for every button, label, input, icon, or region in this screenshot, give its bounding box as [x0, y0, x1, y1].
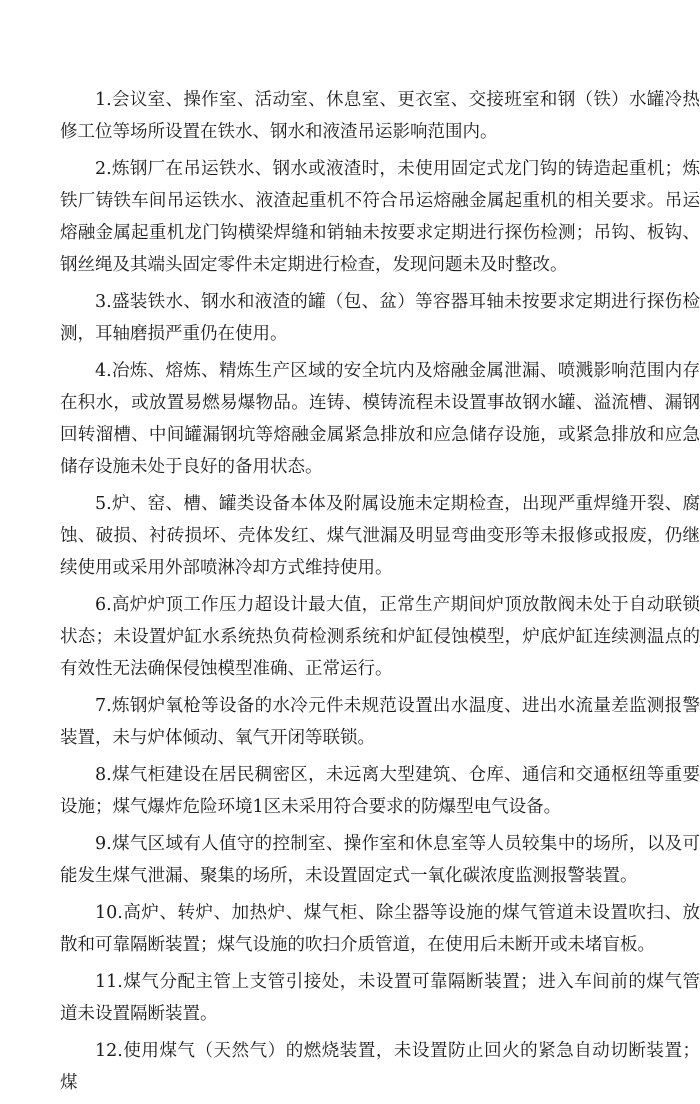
paragraph-4: 4.冶炼、熔炼、精炼生产区域的安全坑内及熔融金属泄漏、喷溅影响范围内存在积水，或放置易燃易爆物品。连铸、模铸流程未设置事故钢水罐、溢流槽、漏钢回转溜槽、中间罐漏钢坑等熔融金属紧急排放和应急储存设施，或紧急排放和应急储存设施未处于良好的备用状态。: [60, 361, 700, 477]
paragraph-6: 6.高炉炉顶工作压力超设计最大值，正常生产期间炉顶放散阀未处于自动联锁状态；未设置炉缸水系统热负荷检测系统和炉缸侵蚀模型，炉底炉缸连续测温点的有效性无法确保侵蚀模型准确、正常运行。: [60, 595, 700, 679]
paragraph-5: 5.炉、窑、槽、罐类设备本体及附属设施未定期检查，出现严重焊缝开裂、腐蚀、破损、衬砖损坏、壳体发红、煤气泄漏及明显弯曲变形等未报修或报废，仍继续使用或采用外部喷淋冷却方式维持使用。: [60, 494, 700, 578]
paragraph-10: 10.高炉、转炉、加热炉、煤气柜、除尘器等设施的煤气管道未设置吹扫、放散和可靠隔断装置；煤气设施的吹扫介质管道，在使用后未断开或未堵盲板。: [60, 903, 700, 955]
paragraph-11: 11.煤气分配主管上支管引接处，未设置可靠隔断装置；进入车间前的煤气管道未设置隔断装置。: [60, 972, 700, 1024]
paragraph-8: 8.煤气柜建设在居民稠密区，未远离大型建筑、仓库、通信和交通枢纽等重要设施；煤气爆炸危险环境1区未采用符合要求的防爆型电气设备。: [60, 765, 700, 817]
paragraph-2: 2.炼钢厂在吊运铁水、钢水或液渣时，未使用固定式龙门钩的铸造起重机；炼铁厂铸铁车间吊运铁水、液渣起重机不符合吊运熔融金属起重机的相关要求。吊运熔融金属起重机龙门钩横梁焊缝和销轴未按要求定期进行探伤检测；吊钩、板钩、钢丝绳及其端头固定零件未定期进行检查，发现问题未及时整改。: [60, 159, 700, 275]
paragraph-3: 3.盛装铁水、钢水和液渣的罐（包、盆）等容器耳轴未按要求定期进行探伤检测，耳轴磨损严重仍在使用。: [60, 292, 700, 344]
paragraph-1: 1.会议室、操作室、活动室、休息室、更衣室、交接班室和钢（铁）水罐冷热修工位等场所设置在铁水、钢水和液渣吊运影响范围内。: [60, 90, 700, 142]
paragraph-12: 12.使用煤气（天然气）的燃烧装置，未设置防止回火的紧急自动切断装置；煤: [60, 1041, 700, 1093]
paragraph-9: 9.煤气区域有人值守的控制室、操作室和休息室等人员较集中的场所，以及可能发生煤气泄漏、聚集的场所，未设置固定式一氧化碳浓度监测报警装置。: [60, 834, 700, 886]
paragraph-7: 7.炼钢炉氧枪等设备的水冷元件未规范设置出水温度、进出水流量差监测报警装置，未与炉体倾动、氧气开闭等联锁。: [60, 696, 700, 748]
document-body: [60, 84, 700, 1104]
